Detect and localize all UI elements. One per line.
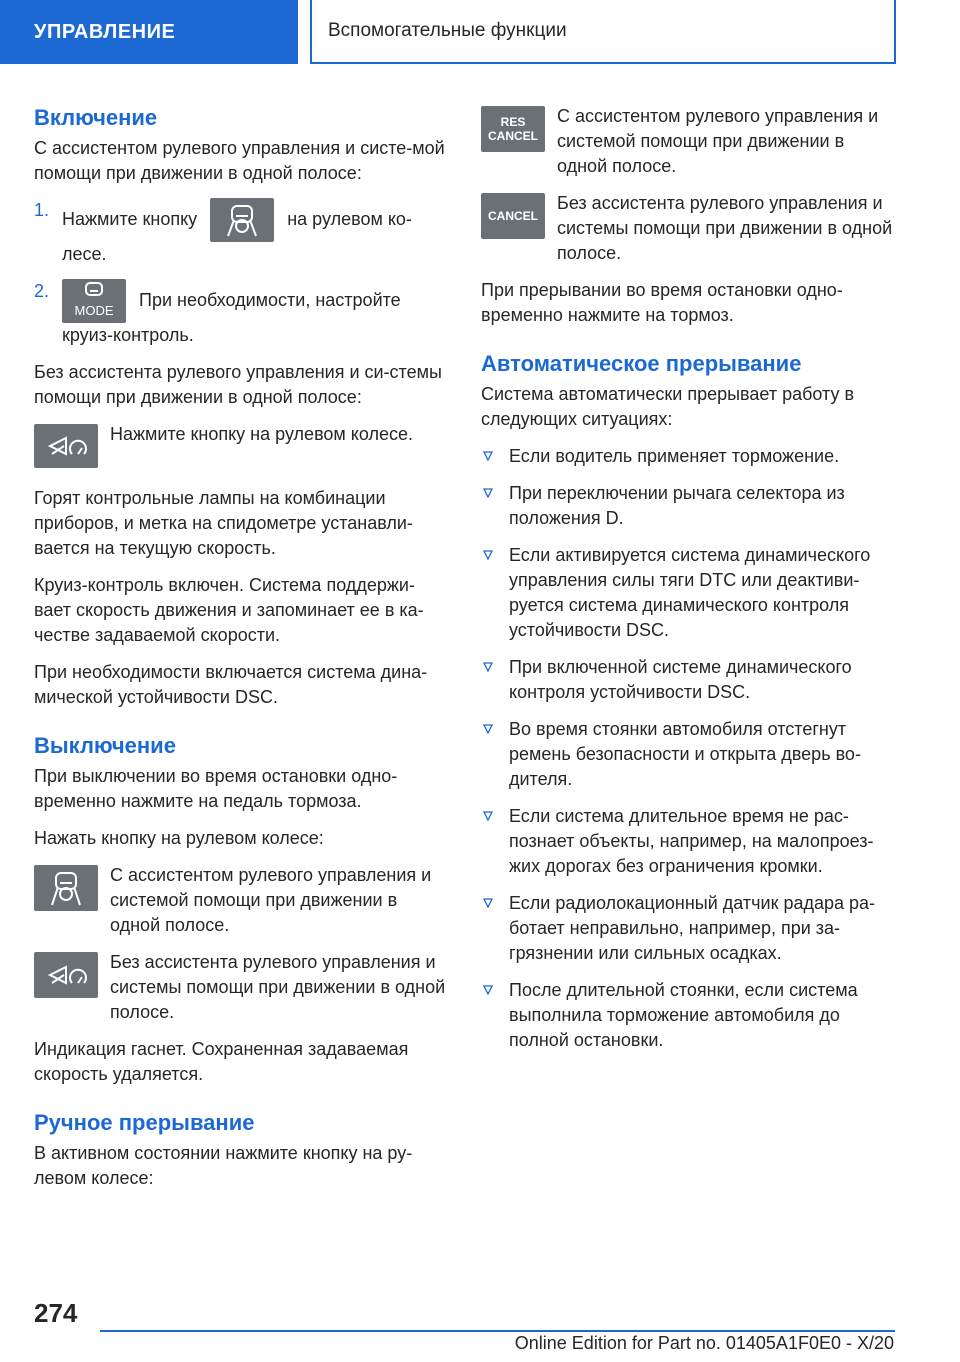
header-subsection-tab: [310, 0, 896, 64]
step-text-after: При необходимости, настройте круиз-контроль.: [62, 289, 401, 345]
mode-label: MODE: [74, 303, 114, 318]
paragraph: Индикация гаснет. Сохраненная задаваемая скорость удаляется.: [34, 1039, 409, 1084]
list-item-text: После длительной стоянки, если система выполнила торможение автомобиля до полной остановки.: [509, 980, 858, 1050]
bullet-triangle-icon: [483, 724, 493, 734]
list-item: [481, 804, 897, 879]
header-subsection-label: Вспомогательные функции: [328, 20, 567, 41]
mode-button-icon: [62, 279, 126, 323]
step-number: 2.: [34, 281, 50, 301]
left-column: [34, 104, 450, 1203]
res-cancel-button-icon: [481, 106, 545, 152]
icon-paragraph-text: Нажмите кнопку на рулевом колесе.: [110, 424, 414, 444]
list-item-text: Если активируется система динамического управления силы тяги DTC или деактиви-руется система динамического контроля устойчивости DSC.: [509, 545, 871, 640]
paragraph: Круиз-контроль включен. Система поддержи-вает скорость движения и запоминает ее в ка-честве задаваемой скорости.: [34, 575, 424, 645]
heading-switch-on: Включение: [34, 105, 158, 130]
list-item-text: Во время стоянки автомобиля отстегнут ремень безопасности и открыта дверь во-дителя.: [509, 719, 861, 789]
list-item: [481, 978, 897, 1053]
auto-interrupt-list: [481, 444, 897, 1053]
paragraph: Без ассистента рулевого управления и си-стемы помощи при движении в одной полосе:: [34, 362, 442, 407]
list-item-text: Если водитель применяет торможение.: [509, 446, 840, 466]
bullet-triangle-icon: [483, 985, 493, 995]
list-item: [481, 444, 897, 469]
header-section-tab: [0, 0, 298, 64]
icon-paragraph-text: Без ассистента рулевого управления и системы помощи при движении в одной полосе.: [557, 193, 893, 263]
footer-edition: Online Edition for Part no. 01405A1F0E0 - X/20: [514, 1333, 894, 1353]
list-item-text: При включенной системе динамического контроля устойчивости DSC.: [509, 657, 852, 702]
paragraph: При выключении во время остановки одно-временно нажмите на педаль тормоза.: [34, 766, 398, 811]
heading-switch-off: Выключение: [34, 733, 176, 758]
step-number: 1.: [34, 200, 50, 220]
cruise-control-button-icon: [34, 424, 98, 468]
paragraph: Система автоматически прерывает работу в следующих ситуациях:: [481, 384, 855, 429]
bullet-triangle-icon: [483, 898, 493, 908]
bullet-triangle-icon: [483, 811, 493, 821]
cancel-button-icon: [481, 193, 545, 239]
list-item-text: При переключении рычага селектора из положения D.: [509, 483, 845, 528]
list-item-text: Если система длительное время не рас-познает объекты, например, на малопроез-жих дорогах без ограничения кромки.: [509, 806, 874, 876]
heading-manual-interrupt: Ручное прерывание: [34, 1110, 255, 1135]
icon-paragraph-text: С ассистентом рулевого управления и системой помощи при движении в одной полосе.: [110, 865, 432, 935]
list-item: [481, 655, 897, 705]
steps-list: [34, 198, 450, 348]
paragraph: Нажать кнопку на рулевом колесе:: [34, 828, 324, 848]
assist-steering-button-icon: [210, 198, 274, 242]
paragraph: Горят контрольные лампы на комбинации приборов, и метка на спидометре устанавли-вается на текущую скорость.: [34, 488, 413, 558]
icon-paragraph-text: С ассистентом рулевого управления и системой помощи при движении в одной полосе.: [557, 106, 879, 176]
icon-paragraph: [34, 863, 450, 938]
page-number: 274: [34, 1298, 78, 1328]
list-item: [481, 481, 897, 531]
step-item: [34, 279, 450, 348]
bullet-triangle-icon: [483, 451, 493, 461]
icon-paragraph: [34, 422, 450, 474]
footer-divider: [100, 1330, 895, 1332]
step-text: Нажмите кнопку: [62, 208, 198, 229]
heading-auto-interrupt: Автоматическое прерывание: [481, 351, 802, 376]
icon-paragraph: [481, 191, 897, 266]
paragraph: При прерывании во время остановки одно-временно нажмите на тормоз.: [481, 280, 843, 325]
bullet-triangle-icon: [483, 550, 493, 560]
list-item: [481, 543, 897, 643]
cancel-label: CANCEL: [488, 209, 538, 223]
paragraph: При необходимости включается система дина-мической устойчивости DSC.: [34, 662, 428, 707]
cruise-control-button-icon: [34, 952, 98, 998]
bullet-triangle-icon: [483, 662, 493, 672]
step-item: [34, 198, 450, 267]
icon-paragraph: [34, 950, 450, 1025]
list-item-text: Если радиолокационный датчик радара ра-ботает неправильно, например, при за-грязнении или сильных осадках.: [509, 893, 876, 963]
icon-paragraph-text: Без ассистента рулевого управления и системы помощи при движении в одной полосе.: [110, 952, 446, 1022]
icon-paragraph: [481, 104, 897, 179]
header-section-label: УПРАВЛЕНИЕ: [34, 20, 176, 43]
assist-steering-button-icon: [34, 865, 98, 911]
bullet-triangle-icon: [483, 488, 493, 498]
cancel-label: CANCEL: [488, 129, 538, 143]
paragraph: В активном состоянии нажмите кнопку на ру-левом колесе:: [34, 1143, 413, 1188]
list-item: [481, 717, 897, 792]
paragraph: С ассистентом рулевого управления и систе-мой помощи при движении в одной полосе:: [34, 138, 445, 183]
res-label: RES: [500, 115, 526, 129]
step-text-after: на рулевом ко-лесе.: [62, 208, 412, 264]
list-item: [481, 891, 897, 966]
right-column: [481, 104, 897, 1065]
